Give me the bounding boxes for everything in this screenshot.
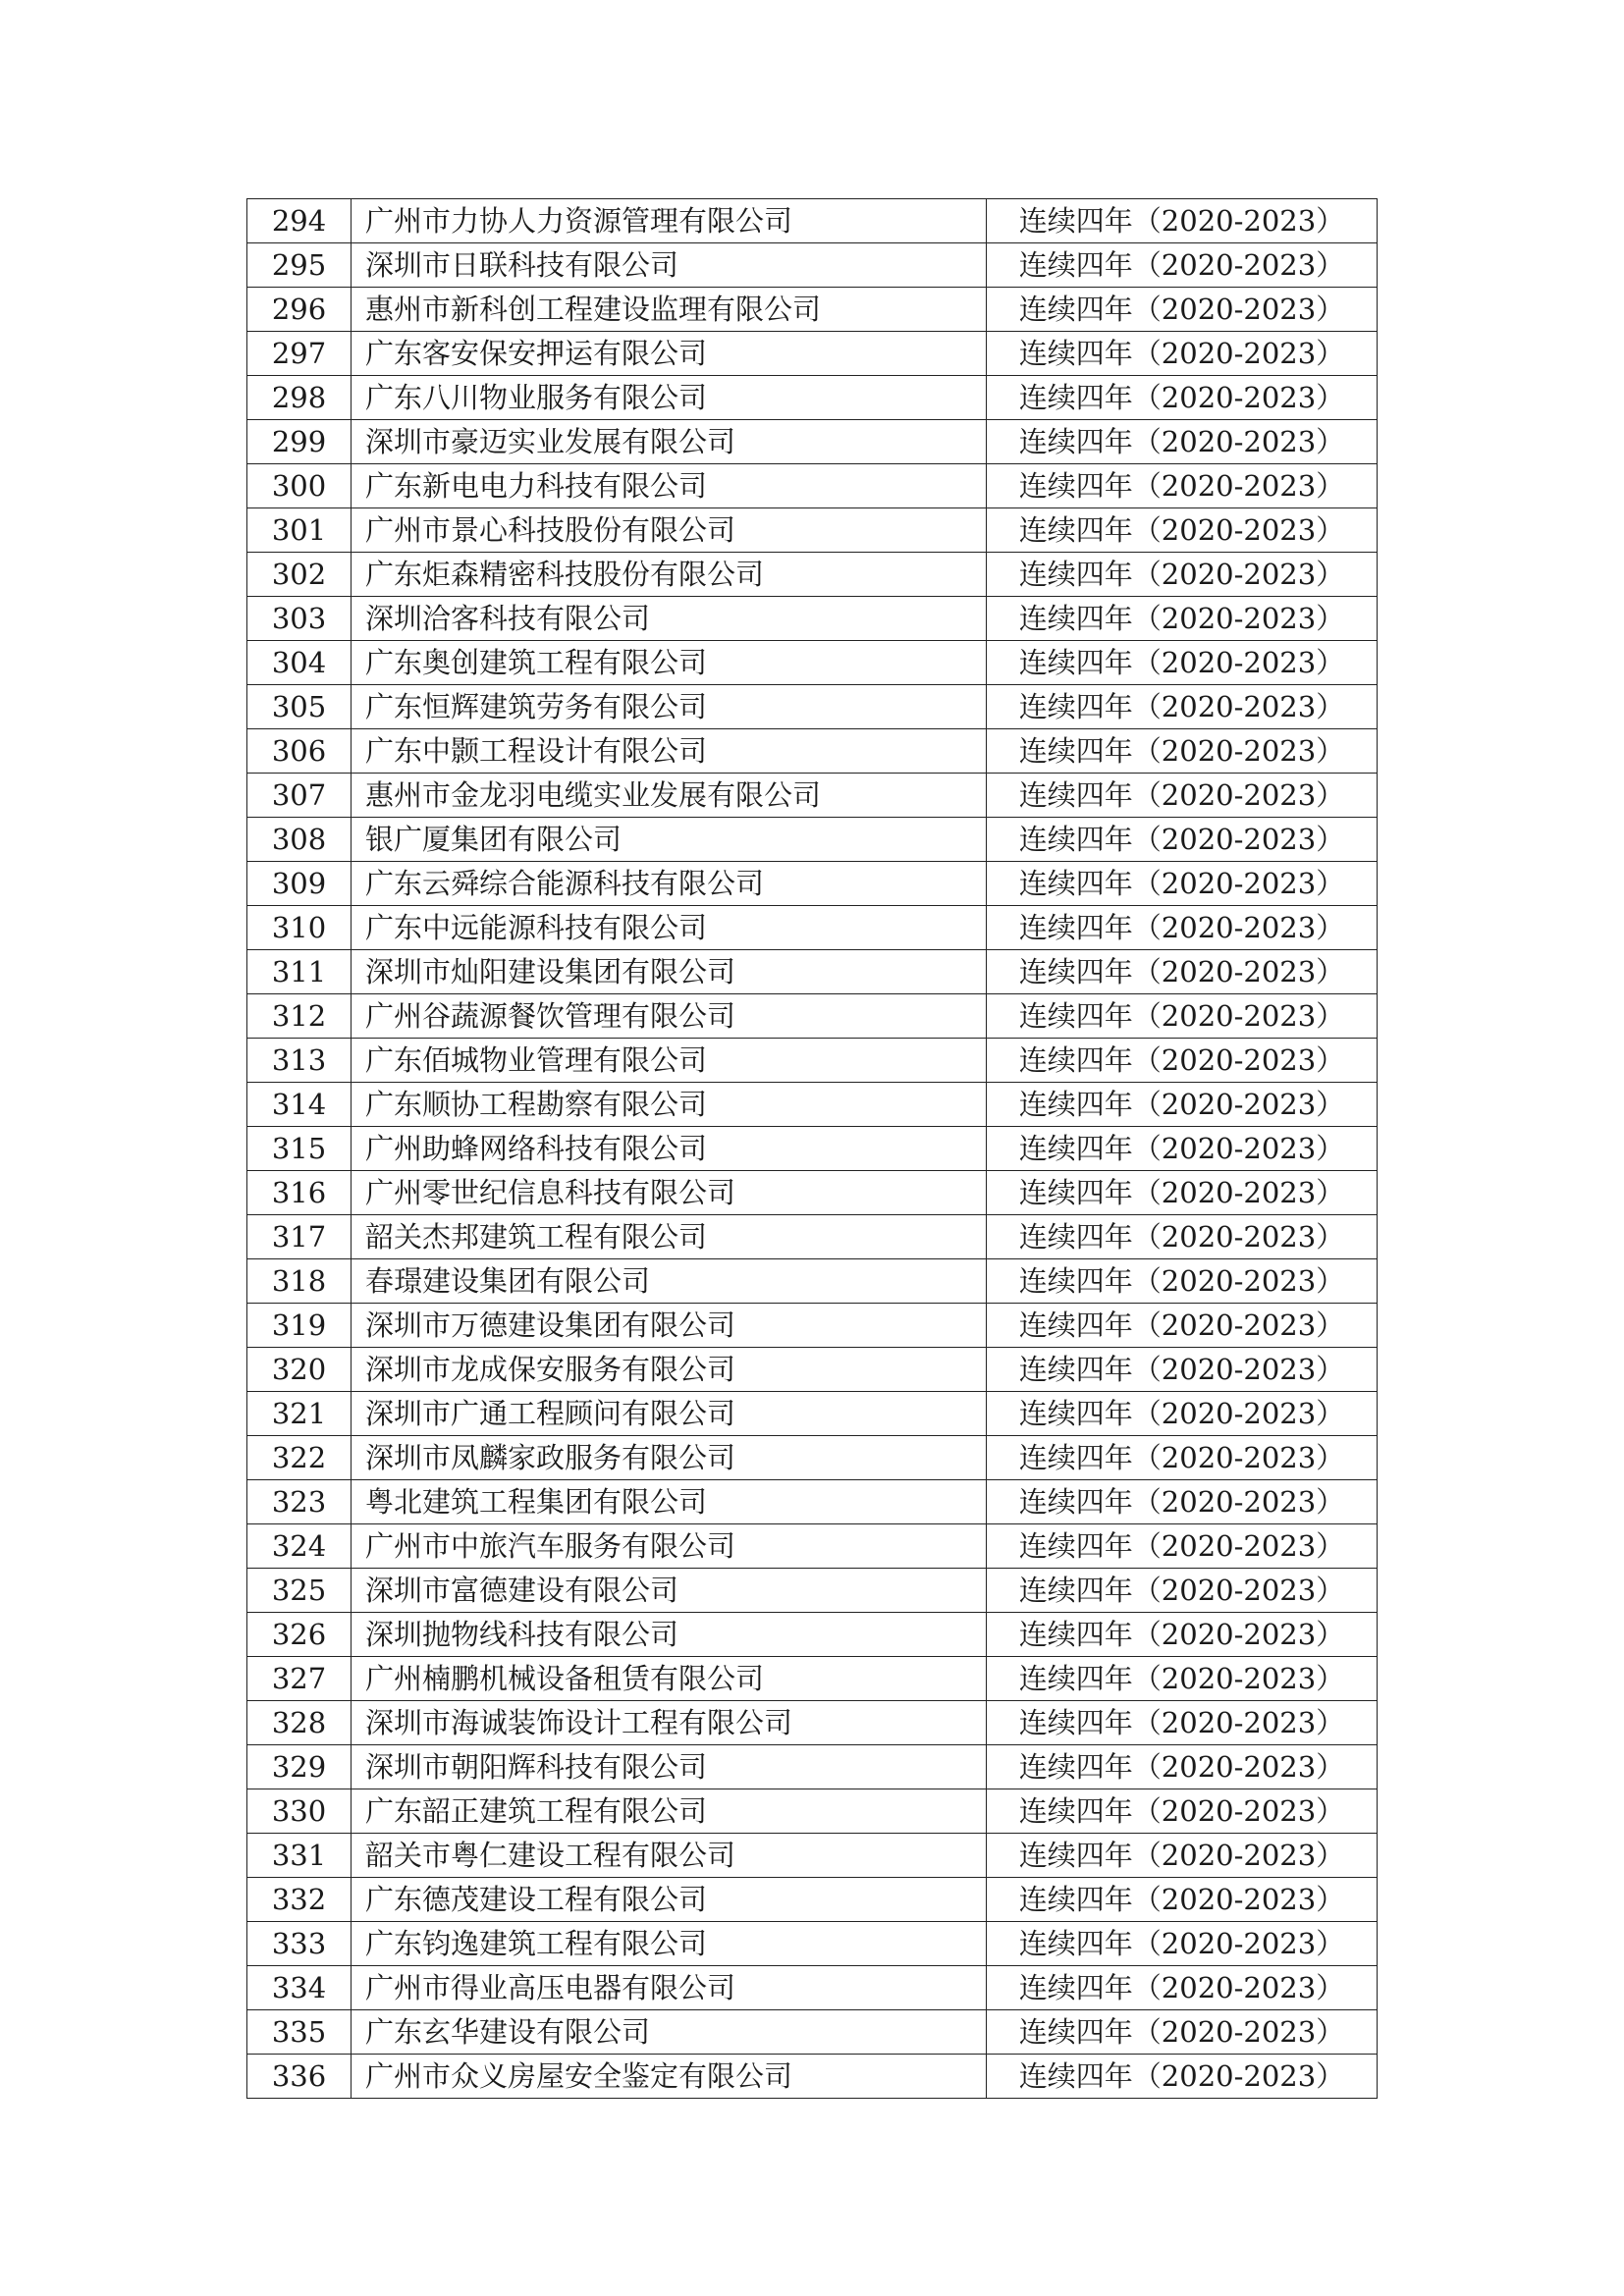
company-name: 深圳市朝阳辉科技有限公司 [352,1745,987,1789]
row-number: 336 [247,2055,352,2099]
award-status: 连续四年（2020-2023） [987,1127,1378,1171]
table-row [247,862,1378,906]
award-status: 连续四年（2020-2023） [987,1215,1378,1259]
row-number: 307 [247,774,352,818]
company-name: 广东钧逸建筑工程有限公司 [352,1922,987,1966]
table-row [247,1524,1378,1569]
award-status: 连续四年（2020-2023） [987,641,1378,685]
company-name: 广东玄华建设有限公司 [352,2010,987,2055]
award-status: 连续四年（2020-2023） [987,729,1378,774]
award-status: 连续四年（2020-2023） [987,1524,1378,1569]
company-name: 广东奥创建筑工程有限公司 [352,641,987,685]
award-status: 连续四年（2020-2023） [987,1834,1378,1878]
table-row [247,1569,1378,1613]
table-row [247,1259,1378,1304]
award-status: 连续四年（2020-2023） [987,1171,1378,1215]
row-number: 311 [247,950,352,994]
award-status: 连续四年（2020-2023） [987,199,1378,243]
award-status: 连续四年（2020-2023） [987,1745,1378,1789]
table-row [247,1127,1378,1171]
row-number: 296 [247,288,352,332]
company-name: 韶关杰邦建筑工程有限公司 [352,1215,987,1259]
award-status: 连续四年（2020-2023） [987,420,1378,464]
table-row [247,420,1378,464]
award-status: 连续四年（2020-2023） [987,906,1378,950]
row-number: 298 [247,376,352,420]
company-name: 广东云舜综合能源科技有限公司 [352,862,987,906]
table-row [247,950,1378,994]
table-row [247,243,1378,288]
company-name: 深圳市豪迈实业发展有限公司 [352,420,987,464]
row-number: 326 [247,1613,352,1657]
award-status: 连续四年（2020-2023） [987,1039,1378,1083]
company-name: 广东中颢工程设计有限公司 [352,729,987,774]
award-status: 连续四年（2020-2023） [987,774,1378,818]
award-status: 连续四年（2020-2023） [987,1259,1378,1304]
table-row [247,1878,1378,1922]
row-number: 295 [247,243,352,288]
table-row [247,818,1378,862]
table-row [247,553,1378,597]
row-number: 335 [247,2010,352,2055]
company-name: 广州市力协人力资源管理有限公司 [352,199,987,243]
company-name: 惠州市金龙羽电缆实业发展有限公司 [352,774,987,818]
row-number: 315 [247,1127,352,1171]
award-status: 连续四年（2020-2023） [987,332,1378,376]
company-name: 广州市景心科技股份有限公司 [352,508,987,553]
row-number: 332 [247,1878,352,1922]
award-status: 连续四年（2020-2023） [987,1569,1378,1613]
award-status: 连续四年（2020-2023） [987,862,1378,906]
company-name: 深圳市日联科技有限公司 [352,243,987,288]
row-number: 306 [247,729,352,774]
table-body [247,199,1378,2099]
table-row [247,199,1378,243]
table-row [247,1834,1378,1878]
award-status: 连续四年（2020-2023） [987,508,1378,553]
row-number: 327 [247,1657,352,1701]
table-row [247,1613,1378,1657]
row-number: 313 [247,1039,352,1083]
award-status: 连续四年（2020-2023） [987,288,1378,332]
company-name: 广州楠鹏机械设备租赁有限公司 [352,1657,987,1701]
award-status: 连续四年（2020-2023） [987,994,1378,1039]
company-name: 广东恒辉建筑劳务有限公司 [352,685,987,729]
company-name: 广东新电电力科技有限公司 [352,464,987,508]
row-number: 316 [247,1171,352,1215]
company-name: 广东八川物业服务有限公司 [352,376,987,420]
table-row [247,2010,1378,2055]
row-number: 319 [247,1304,352,1348]
table-row [247,641,1378,685]
table-row [247,1348,1378,1392]
table-row [247,332,1378,376]
row-number: 324 [247,1524,352,1569]
award-status: 连续四年（2020-2023） [987,1613,1378,1657]
company-list-table [246,198,1378,2099]
table-row [247,1215,1378,1259]
company-name: 广东德茂建设工程有限公司 [352,1878,987,1922]
row-number: 325 [247,1569,352,1613]
company-name: 深圳市灿阳建设集团有限公司 [352,950,987,994]
row-number: 322 [247,1436,352,1480]
award-status: 连续四年（2020-2023） [987,1348,1378,1392]
award-status: 连续四年（2020-2023） [987,553,1378,597]
company-name: 深圳市龙成保安服务有限公司 [352,1348,987,1392]
company-name: 广州市众义房屋安全鉴定有限公司 [352,2055,987,2099]
row-number: 320 [247,1348,352,1392]
row-number: 309 [247,862,352,906]
company-name: 春璟建设集团有限公司 [352,1259,987,1304]
company-name: 深圳市凤麟家政服务有限公司 [352,1436,987,1480]
company-name: 广州零世纪信息科技有限公司 [352,1171,987,1215]
row-number: 314 [247,1083,352,1127]
table-row [247,1745,1378,1789]
award-status: 连续四年（2020-2023） [987,1436,1378,1480]
award-status: 连续四年（2020-2023） [987,2010,1378,2055]
row-number: 321 [247,1392,352,1436]
award-status: 连续四年（2020-2023） [987,818,1378,862]
company-name: 广东中远能源科技有限公司 [352,906,987,950]
award-status: 连续四年（2020-2023） [987,1304,1378,1348]
table-row [247,2055,1378,2099]
table-row [247,1789,1378,1834]
row-number: 323 [247,1480,352,1524]
table-row [247,1304,1378,1348]
award-status: 连续四年（2020-2023） [987,1657,1378,1701]
company-name: 广东炬森精密科技股份有限公司 [352,553,987,597]
row-number: 312 [247,994,352,1039]
row-number: 303 [247,597,352,641]
table-row [247,464,1378,508]
company-name: 深圳抛物线科技有限公司 [352,1613,987,1657]
row-number: 328 [247,1701,352,1745]
row-number: 294 [247,199,352,243]
company-name: 深圳洽客科技有限公司 [352,597,987,641]
table-row [247,729,1378,774]
row-number: 330 [247,1789,352,1834]
company-name: 广东客安保安押运有限公司 [352,332,987,376]
award-status: 连续四年（2020-2023） [987,1878,1378,1922]
company-name: 深圳市富德建设有限公司 [352,1569,987,1613]
row-number: 318 [247,1259,352,1304]
row-number: 317 [247,1215,352,1259]
row-number: 305 [247,685,352,729]
table-row [247,1436,1378,1480]
award-status: 连续四年（2020-2023） [987,1789,1378,1834]
award-status: 连续四年（2020-2023） [987,464,1378,508]
row-number: 304 [247,641,352,685]
row-number: 329 [247,1745,352,1789]
award-status: 连续四年（2020-2023） [987,243,1378,288]
table-row [247,685,1378,729]
row-number: 331 [247,1834,352,1878]
row-number: 302 [247,553,352,597]
table-row [247,508,1378,553]
company-name: 广州市中旅汽车服务有限公司 [352,1524,987,1569]
company-name: 深圳市广通工程顾问有限公司 [352,1392,987,1436]
table-row [247,376,1378,420]
table-row [247,597,1378,641]
table-row [247,1966,1378,2010]
award-status: 连续四年（2020-2023） [987,376,1378,420]
company-name: 银广厦集团有限公司 [352,818,987,862]
company-name: 广东顺协工程勘察有限公司 [352,1083,987,1127]
row-number: 308 [247,818,352,862]
award-status: 连续四年（2020-2023） [987,685,1378,729]
award-status: 连续四年（2020-2023） [987,950,1378,994]
table-row [247,994,1378,1039]
company-name: 粤北建筑工程集团有限公司 [352,1480,987,1524]
table-row [247,1480,1378,1524]
table-row [247,1171,1378,1215]
award-status: 连续四年（2020-2023） [987,1701,1378,1745]
company-name: 广州谷蔬源餐饮管理有限公司 [352,994,987,1039]
row-number: 310 [247,906,352,950]
award-status: 连续四年（2020-2023） [987,1922,1378,1966]
row-number: 297 [247,332,352,376]
award-status: 连续四年（2020-2023） [987,1966,1378,2010]
row-number: 301 [247,508,352,553]
row-number: 299 [247,420,352,464]
table-row [247,906,1378,950]
table-row [247,1657,1378,1701]
company-name: 惠州市新科创工程建设监理有限公司 [352,288,987,332]
table-row [247,774,1378,818]
award-status: 连续四年（2020-2023） [987,2055,1378,2099]
table-row [247,1922,1378,1966]
company-name: 广州市得业高压电器有限公司 [352,1966,987,2010]
table-row [247,1701,1378,1745]
award-status: 连续四年（2020-2023） [987,597,1378,641]
company-name: 韶关市粤仁建设工程有限公司 [352,1834,987,1878]
table-row [247,1039,1378,1083]
award-status: 连续四年（2020-2023） [987,1083,1378,1127]
table-row [247,1392,1378,1436]
award-status: 连续四年（2020-2023） [987,1392,1378,1436]
table-row [247,288,1378,332]
row-number: 333 [247,1922,352,1966]
company-name: 广东韶正建筑工程有限公司 [352,1789,987,1834]
company-name: 广州助蜂网络科技有限公司 [352,1127,987,1171]
company-name: 广东佰城物业管理有限公司 [352,1039,987,1083]
table-row [247,1083,1378,1127]
award-status: 连续四年（2020-2023） [987,1480,1378,1524]
row-number: 334 [247,1966,352,2010]
row-number: 300 [247,464,352,508]
company-name: 深圳市海诚装饰设计工程有限公司 [352,1701,987,1745]
company-name: 深圳市万德建设集团有限公司 [352,1304,987,1348]
